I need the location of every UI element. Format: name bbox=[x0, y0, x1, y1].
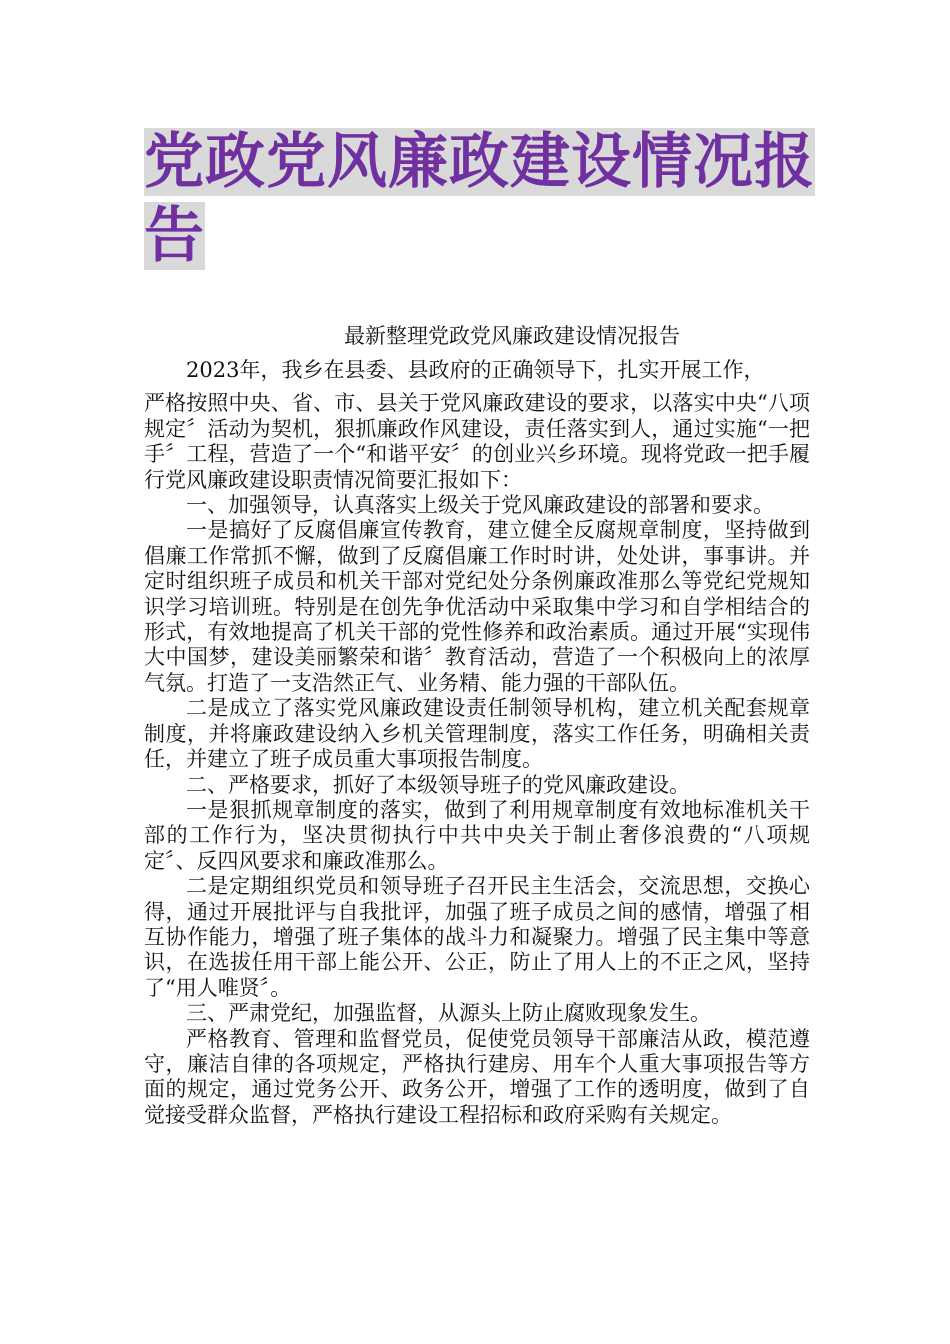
paragraph: 严格按照中央、省、市、县关于党风廉政建设的要求，以落实中央“八项规定〞活动为契机，狠抓廉政作风建设，责任落实到人，通过实施“一把手〞工程，营造了一个“和谐平安〞的创业兴乡环境。现将党政一把手履行党风廉政建设职责情况简要汇报如下： bbox=[144, 391, 810, 492]
title-line-2: 告 bbox=[144, 201, 205, 271]
section-heading-2: 二、严格要求，抓好了本级领导班子的党风廉政建设。 bbox=[186, 772, 690, 797]
paragraph: 一是搞好了反腐倡廉宣传教育，建立健全反腐规章制度，坚持做到倡廉工作常抓不懈，做到了反腐倡廉工作时时讲，处处讲，事事讲。并定时组织班子成员和机关干部对党纪处分条例廉政准那么等党纪党规知识学习培训班。特别是在创先争优活动中采取集中学习和自学相结合的形式，有效地提高了机关干部的党性修养和政治素质。通过开展“实现伟大中国梦，建设美丽繁荣和谐〞教育活动，营造了一个积极向上的浓厚气氛。打造了一支浩然正气、业务精、能力强的干部队伍。 bbox=[144, 518, 810, 695]
section-heading-3: 三、严肃党纪，加强监督，从源头上防止腐败现象发生。 bbox=[186, 1001, 711, 1026]
document-title bbox=[144, 128, 824, 276]
paragraph: 严格教育、管理和监督党员，促使党员领导干部廉洁从政，模范遵守，廉洁自律的各项规定，严格执行建房、用车个人重大事项报告等方面的规定，通过党务公开、政务公开，增强了工作的透明度，做到了自觉接受群众监督，严格执行建设工程招标和政府采购有关规定。 bbox=[144, 1026, 810, 1127]
document-body bbox=[144, 358, 810, 1128]
document-subtitle: 最新整理党政党风廉政建设情况报告 bbox=[344, 324, 680, 348]
paragraph: 二是定期组织党员和领导班子召开民主生活会，交流思想，交换心得，通过开展批评与自我批评，加强了班子成员之间的感情，增强了相互协作能力，增强了班子集体的战斗力和凝聚力。增强了民主集中等意识，在选拔任用干部上能公开、公正，防止了用人上的不正之风，坚持了“用人唯贤〞。 bbox=[144, 874, 810, 1000]
paragraph: 二是成立了落实党风廉政建设责任制领导机构，建立机关配套规章制度，并将廉政建设纳入乡机关管理制度，落实工作任务，明确相关责任，并建立了班子成员重大事项报告制度。 bbox=[144, 696, 810, 772]
paragraph-intro: 2023年，我乡在县委、县政府的正确领导下，扎实开展工作， bbox=[186, 358, 765, 382]
title-line-1: 党政党风廉政建设情况报 bbox=[144, 127, 815, 197]
paragraph: 一是狠抓规章制度的落实，做到了利用规章制度有效地标准机关干部的工作行为，坚决贯彻执行中共中央关于制止奢侈浪费的“八项规定〞、反四风要求和廉政准那么。 bbox=[144, 797, 810, 873]
section-heading-1: 一、加强领导，认真落实上级关于党风廉政建设的部署和要求。 bbox=[186, 493, 774, 518]
